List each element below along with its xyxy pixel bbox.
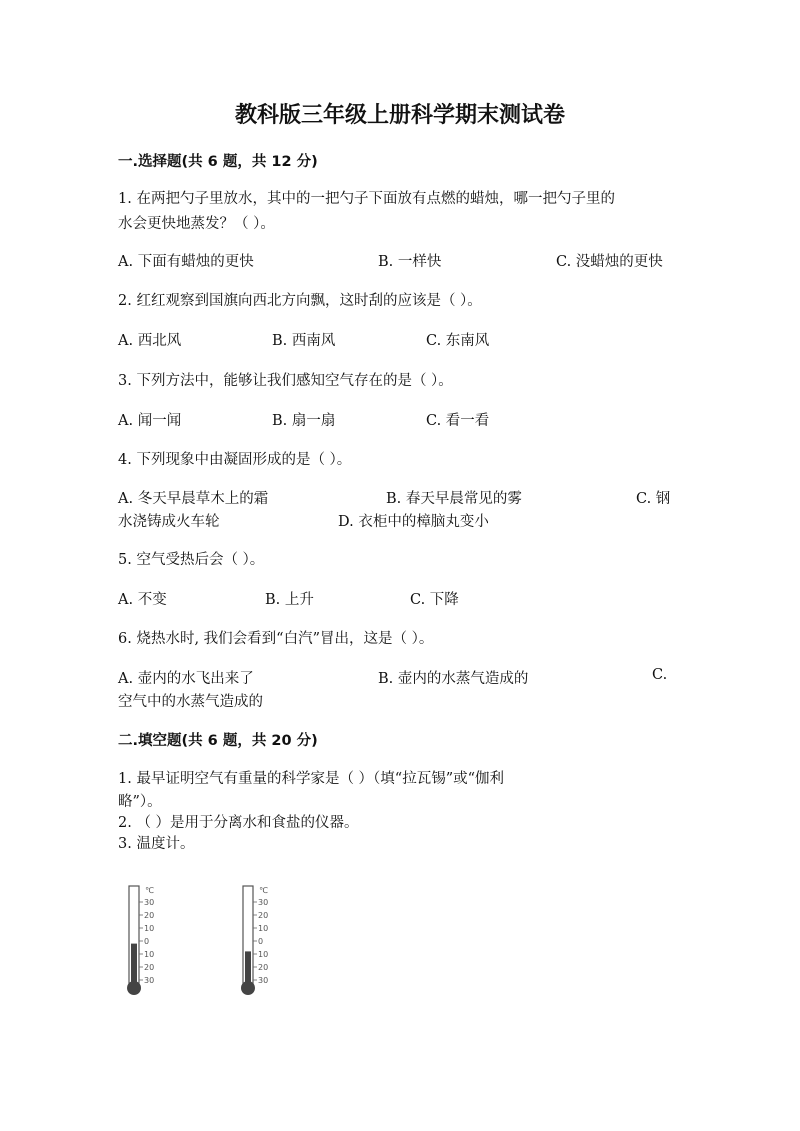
scale-label: 0 [258, 937, 264, 946]
scale-label: 10 [144, 950, 155, 959]
scale-label: 10 [258, 924, 269, 933]
section-heading-choice: 一.选择题(共 6 题，共 12 分) [118, 154, 318, 170]
question-6-option-c: C. [652, 667, 668, 683]
mercury-column [245, 951, 251, 984]
scale-label: 30 [144, 976, 155, 985]
question-6-stem: 6. 烧热水时, 我们会看到“白汽”冒出，这是（ ）。 [118, 631, 434, 647]
scale-label: 30 [144, 898, 155, 907]
question-6-option-b: B. 壶内的水蒸气造成的 [378, 671, 529, 687]
question-2-option-b: B. 西南风 [272, 333, 336, 349]
question-4-option-c-cont: 水浇铸成火车轮 [118, 514, 220, 530]
question-3-option-a: A. 闻一闻 [118, 413, 182, 429]
question-4-option-c: C. 钢 [636, 491, 671, 507]
unit-label: ℃ [259, 886, 268, 895]
scale-label: 30 [258, 898, 269, 907]
scale-label: 20 [144, 963, 155, 972]
fill-question-3: 3. 温度计。 [118, 836, 195, 852]
unit-label: ℃ [145, 886, 154, 895]
question-2-stem: 2. 红红观察到国旗向西北方向飘，这时刮的应该是（ ）。 [118, 293, 482, 309]
question-3-option-c: C. 看一看 [426, 413, 490, 429]
question-4-option-a: A. 冬天早晨草木上的霜 [118, 491, 269, 507]
question-1-option-c: C. 没蜡烛的更快 [556, 254, 663, 270]
scale-label: 0 [144, 937, 150, 946]
question-3-option-b: B. 扇一扇 [272, 413, 336, 429]
question-5-option-b: B. 上升 [265, 592, 314, 608]
thermometer-1 [118, 882, 178, 1002]
scale-label: 20 [258, 911, 269, 920]
question-5-stem: 5. 空气受热后会（ ）。 [118, 552, 265, 568]
thermometer-bulb [241, 981, 255, 995]
question-1-option-a: A. 下面有蜡烛的更快 [118, 254, 254, 270]
scale-label: 10 [144, 924, 155, 933]
question-1-stem-line-1: 1. 在两把勺子里放水，其中的一把勺子下面放有点燃的蜡烛，哪一把勺子里的 [118, 191, 615, 207]
thermometer-bulb [127, 981, 141, 995]
section-heading-fill: 二.填空题(共 6 题，共 20 分) [118, 733, 318, 749]
fill-question-1-line-2: 略”）。 [118, 794, 162, 810]
mercury-column [131, 944, 137, 984]
scale-label: 30 [258, 976, 269, 985]
question-5-option-a: A. 不变 [118, 592, 167, 608]
page-title: 教科版三年级上册科学期末测试卷 [234, 103, 565, 128]
scale-label: 10 [258, 950, 269, 959]
question-2-option-c: C. 东南风 [426, 333, 490, 349]
question-4-stem: 4. 下列现象中由凝固形成的是（ ）。 [118, 452, 352, 468]
question-6-option-c-cont: 空气中的水蒸气造成的 [118, 694, 263, 710]
question-4-option-b: B. 春天早晨常见的雾 [386, 491, 522, 507]
question-6-option-a: A. 壶内的水飞出来了 [118, 671, 254, 687]
fill-question-1-line-1: 1. 最早证明空气有重量的科学家是（ ）（填“拉瓦锡”或“伽利 [118, 771, 505, 787]
thermometer-2 [232, 882, 292, 1002]
question-5-option-c: C. 下降 [410, 592, 459, 608]
question-1-stem-line-2: 水会更快地蒸发？（ ）。 [118, 216, 275, 232]
scale-label: 20 [258, 963, 269, 972]
question-4-option-d: D. 衣柜中的樟脑丸变小 [338, 514, 489, 530]
question-1-option-b: B. 一样快 [378, 254, 442, 270]
fill-question-2: 2. （ ）是用于分离水和食盐的仪器。 [118, 815, 359, 831]
question-3-stem: 3. 下列方法中，能够让我们感知空气存在的是（ ）。 [118, 373, 453, 389]
question-2-option-a: A. 西北风 [118, 333, 182, 349]
scale-label: 20 [144, 911, 155, 920]
